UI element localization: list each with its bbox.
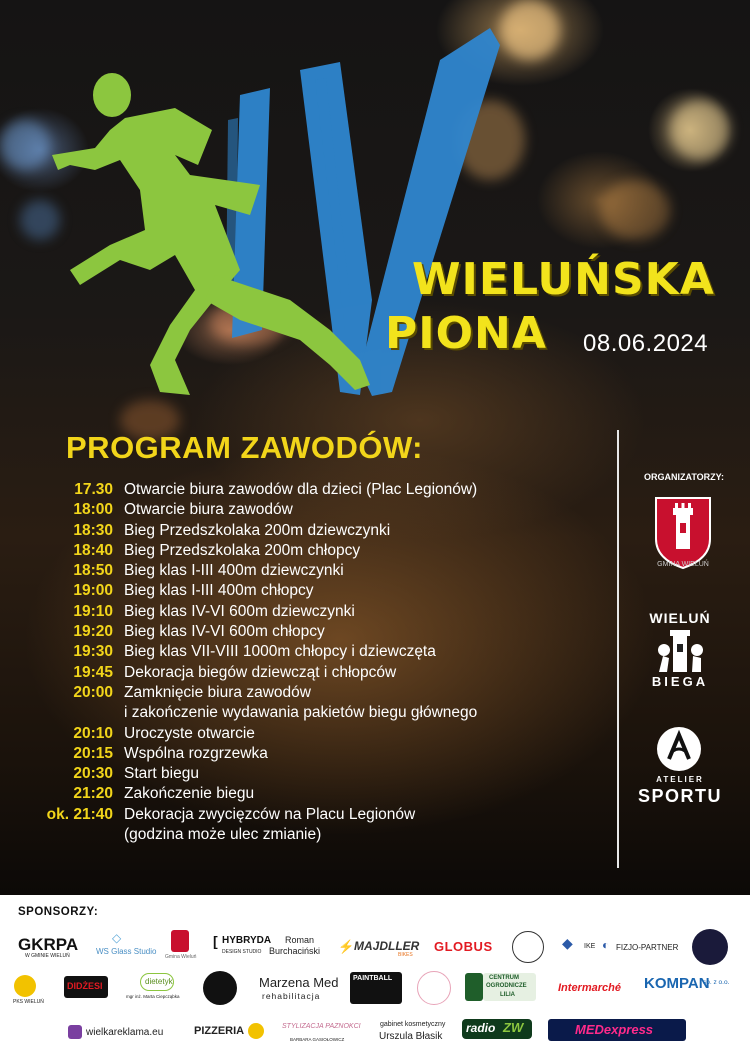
- schedule-time: 21:20: [73, 785, 113, 803]
- schedule-label: Uroczyste otwarcie: [124, 724, 255, 742]
- schedule-row: [0, 581, 600, 601]
- schedule-row: [0, 622, 600, 642]
- schedule-label: Dekoracja biegów dziewcząt i chłopców: [124, 663, 397, 681]
- sponsor-globus: GLOBUS: [434, 939, 493, 954]
- sponsors-panel: [0, 895, 750, 1060]
- sponsor-majdller-sub: BIKES: [398, 952, 413, 958]
- schedule-row: [0, 642, 600, 662]
- event-date: 08.06.2024: [583, 330, 709, 357]
- schedule-time: 18:00: [73, 501, 113, 519]
- schedule-time: 20:00: [73, 683, 113, 701]
- sponsor-dietetyk: dietetyk: [145, 977, 173, 986]
- schedule-time: 19:20: [73, 623, 113, 641]
- schedule-row: [0, 541, 600, 561]
- schedule-label: Zamknięcie biura zawodów i zakończenie wydawania pakietów biegu głównego: [124, 683, 478, 722]
- atelier-big: SPORTU: [637, 786, 722, 806]
- organizers-title: ORGANIZATORZY:: [644, 472, 724, 482]
- sponsor-dietetyk-sub: mgr inż. Marta Ciepcząbka: [126, 994, 180, 999]
- schedule-time: 20:30: [73, 765, 113, 783]
- sponsor-stylizacja: STYLIZACJA PAZNOKCI: [282, 1023, 361, 1030]
- ike-icon: ◆: [562, 935, 573, 951]
- schedule-row: [0, 764, 600, 784]
- wielun-biega-bottom: BIEGA: [651, 674, 709, 689]
- schedule-time: 19:10: [73, 602, 113, 620]
- sponsor-kompan: KOMPAN: [644, 975, 710, 992]
- schedule-row: [0, 663, 600, 683]
- majdller-bolt-icon: ⚡: [338, 939, 355, 954]
- sponsor-lilia: LILIA: [500, 992, 515, 998]
- schedule-time: ok. 21:40: [46, 805, 113, 823]
- wielun-biega-tower-icon: [655, 628, 705, 674]
- schedule-label: Bieg klas IV-VI 600m chłopcy: [124, 623, 325, 641]
- schedule-row: [0, 805, 600, 846]
- purple-round-logo-icon: [692, 929, 728, 965]
- studio-round-logo-icon: [203, 971, 237, 1005]
- wielun-biega-top: WIELUŃ: [649, 610, 711, 626]
- schedule-row: [0, 500, 600, 520]
- program-title: PROGRAM ZAWODÓW:: [66, 430, 424, 465]
- sponsor-burchacinski: Burchaciński: [269, 946, 321, 956]
- schedule-label: Otwarcie biura zawodów dla dzieci (Plac Legionów): [124, 481, 478, 498]
- schedule-row: [0, 683, 600, 724]
- schedule-time: 19:30: [73, 643, 113, 661]
- sponsor-gabinet: gabinet kosmetyczny: [380, 1021, 446, 1028]
- sponsor-pks: PKS WIELUŃ: [13, 999, 44, 1005]
- sponsor-paintball: PAINTBALL: [353, 975, 393, 982]
- sponsor-roman: Roman: [285, 935, 315, 945]
- round-emblem-icon: [512, 931, 544, 963]
- schedule-list: [0, 480, 600, 845]
- sponsor-intermarche: Intermarché: [558, 982, 621, 994]
- sponsor-centrum: CENTRUM: [489, 975, 519, 981]
- sponsor-hybryda-sub: DESIGN STUDIO: [222, 949, 262, 955]
- sponsors-title: SPONSORZY:: [18, 906, 99, 918]
- schedule-time: 18:40: [73, 541, 113, 559]
- schedule-label: Dekoracja zwycięzców na Placu Legionów (godzina może ulec zmianie): [124, 805, 416, 844]
- sponsor-ike: IKE: [584, 943, 596, 950]
- sponsor-urszula: Urszula Błasik: [379, 1031, 443, 1042]
- wielkareklama-icon: [68, 1025, 82, 1039]
- sponsor-medexpress: MEDexpress: [575, 1022, 654, 1037]
- schedule-row: [0, 480, 600, 500]
- schedule-row: [0, 724, 600, 744]
- sponsor-wielkareklama: wielkareklama.eu: [86, 1027, 164, 1038]
- schedule-label: Bieg Przedszkolaka 200m dziewczynki: [124, 521, 391, 539]
- schedule-label: Start biegu: [124, 765, 199, 783]
- schedule-label: Otwarcie biura zawodów: [124, 501, 293, 519]
- schedule-time: 18:50: [73, 562, 113, 580]
- sponsor-stylizacja-sub: BARBARA GASIOŁOWICZ: [290, 1037, 345, 1042]
- schedule-row: [0, 602, 600, 622]
- event-title-line2: PIONA: [385, 308, 547, 359]
- schedule-row: [0, 784, 600, 804]
- schedule-label: Bieg klas IV-VI 600m dziewczynki: [124, 602, 355, 620]
- sponsor-hybryda: HYBRYDA: [222, 935, 272, 946]
- atelier-small: ATELIER: [656, 775, 704, 784]
- sponsor-gkrpa: GKRPA: [18, 935, 79, 954]
- sponsor-gkrpa-sub: W GMINIE WIELUŃ: [25, 953, 70, 959]
- schedule-time: 18:30: [73, 521, 113, 539]
- sponsor-ws-glass: WS Glass Studio: [96, 947, 157, 956]
- sponsor-fizjo: FIZJO-PARTNER: [616, 943, 679, 952]
- schedule-label: Zakończenie biegu: [124, 785, 255, 803]
- schedule-label: Bieg klas I-III 400m chłopcy: [124, 582, 314, 600]
- diamond-icon: ◇: [112, 931, 122, 945]
- schedule-time: 19:00: [73, 582, 113, 600]
- event-title-line1: WIELUŃSKA: [412, 254, 715, 305]
- schedule-time: 20:15: [73, 744, 113, 762]
- vertical-divider: [617, 430, 619, 868]
- centrum-leaf-box: [465, 973, 483, 1001]
- gmina-small-crest-icon: [171, 930, 189, 952]
- schedule-row: [0, 521, 600, 541]
- schedule-row: [0, 561, 600, 581]
- sponsor-majdller: MAJDLLER: [354, 939, 420, 953]
- sponsor-radio-zw: ZW: [503, 1020, 524, 1035]
- schedule-label: Bieg klas I-III 400m dziewczynki: [124, 562, 344, 580]
- sponsor-gmina-small: Gmina Wieluń: [165, 954, 197, 960]
- schedule-time: 17.30: [74, 481, 113, 498]
- schedule-label: Wspólna rozgrzewka: [124, 744, 268, 762]
- sponsor-pizzeria: PIZZERIA: [194, 1025, 245, 1037]
- pks-wheel-icon: [14, 975, 36, 997]
- gmina-caption: GMINA WIELUŃ: [657, 561, 709, 568]
- sponsor-kompan-suffix: sp. z o.o.: [703, 979, 730, 986]
- pizzeria-badge-icon: [248, 1023, 264, 1039]
- sponsor-ogrodnicze: OGRODNICZE: [486, 983, 527, 989]
- atelier-sportu-logo-icon: [655, 725, 703, 773]
- hybryda-bracket-icon: [: [213, 933, 218, 949]
- lotus-round-icon: [417, 971, 451, 1005]
- sponsor-rehabilitacja: rehabilitacja: [262, 991, 321, 1001]
- sponsor-didzesi: DIDŻESI: [67, 981, 103, 991]
- schedule-label: Bieg Przedszkolaka 200m chłopcy: [124, 541, 361, 559]
- fizjo-icon: ◐: [602, 938, 610, 952]
- sponsor-radio: radio: [466, 1021, 496, 1035]
- schedule-time: 20:10: [73, 724, 113, 742]
- sponsor-marzena-med: Marzena Med: [259, 975, 339, 990]
- schedule-label: Bieg klas VII-VIII 1000m chłopcy i dziewczęta: [124, 643, 436, 661]
- schedule-row: [0, 744, 600, 764]
- schedule-time: 19:45: [73, 663, 113, 681]
